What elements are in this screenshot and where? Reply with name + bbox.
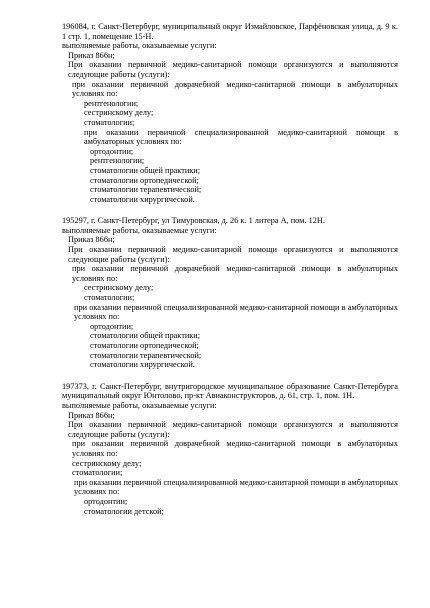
address-block-3 xyxy=(62,382,398,516)
list-item: стоматологии; xyxy=(84,117,135,127)
works-header: выполняемые работы, оказываемые услуги: xyxy=(62,41,217,51)
list-item: стоматологии детской; xyxy=(84,506,164,516)
list-item: стоматологии терапевтической; xyxy=(90,185,202,195)
paragraph-primary-care: При оказании первичной медико-санитарной помощи организуются и выполняются следующие работы (услуги): xyxy=(68,60,398,79)
list-item: ортодонтии; xyxy=(90,146,134,156)
address-block-2 xyxy=(62,216,398,370)
list-item: стоматологии общей практики; xyxy=(90,165,201,175)
order-line: Приказ 866н; xyxy=(68,50,115,60)
paragraph-specialized-care: при оказании первичной специализированной медико-санитарной помощи в амбулаторных условиях по: xyxy=(84,127,398,147)
list-item: стоматологии ортопедической; xyxy=(90,341,199,350)
address-text: 196084, г. Санкт-Петербург, муниципальный округ Измайловское, Парфёновская улица, д. 9 к. 1 стр. 1, помещение 15-Н. xyxy=(62,22,398,41)
address-block-1 xyxy=(62,22,398,204)
works-header: выполняемые работы, оказываемые услуги: xyxy=(62,400,217,410)
address-text: 195297, г. Санкт-Петербург, ул Тимуровская, д. 26 к. 1 литера А, пом. 12Н. xyxy=(62,216,325,226)
order-line: Приказ 866н; xyxy=(68,235,115,245)
paragraph-primary-care: При оказании первичной медико-санитарной помощи организуются и выполняются следующие работы (услуги): xyxy=(68,420,398,439)
list-item: ортодонтии; xyxy=(84,496,128,506)
paragraph-prehospital-care: при оказании первичной доврачебной медико-санитарной помощи в амбулаторных условиях по: xyxy=(72,264,398,283)
address-text: 197373, г. Санкт-Петербург, внутригородское муниципальное образование Санкт-Петербурга муниципальный округ Юнтолово, пр-кт Авиаконструкторов, д. 61, стр. 1, пом. 1Н. xyxy=(62,381,398,401)
list-item: стоматологии; xyxy=(84,293,135,303)
list-item: стоматологии общей практики; xyxy=(90,331,201,341)
list-item: сестринскому делу; xyxy=(84,283,154,293)
list-item: сестринскому делу; xyxy=(84,108,154,118)
list-item: рентгенологии; xyxy=(90,156,145,166)
list-item: стоматологии хирургической. xyxy=(90,360,195,370)
list-item: сестринскому делу; xyxy=(72,458,142,468)
order-line: Приказ 866н; xyxy=(68,410,115,420)
works-header: выполняемые работы, оказываемые услуги: xyxy=(62,225,217,235)
paragraph-prehospital-care: при оказании первичной доврачебной медико-санитарной помощи в амбулаторных условиях по: xyxy=(72,439,398,458)
paragraph-specialized-care: при оказании первичной специализированной медико-санитарной помощи в амбулаторных условиях по: xyxy=(74,302,398,322)
paragraph-specialized-care: при оказании первичной специализированной медико-санитарной помощи в амбулаторных условиях по: xyxy=(74,477,398,497)
list-item: стоматологии терапевтической; xyxy=(90,350,202,360)
paragraph-primary-care: При оказании первичной медико-санитарной помощи организуются и выполняются следующие работы (услуги): xyxy=(68,245,398,264)
list-item: ортодонтии; xyxy=(90,321,134,331)
paragraph-prehospital-care: при оказании первичной доврачебной медико-санитарной помощи в амбулаторных условиях по: xyxy=(72,79,398,99)
list-item: стоматологии ортопедической; xyxy=(90,175,199,185)
list-item: стоматологии хирургической. xyxy=(90,194,195,204)
list-item: рентгенологии; xyxy=(84,98,139,108)
list-item: стоматологии; xyxy=(72,468,123,478)
